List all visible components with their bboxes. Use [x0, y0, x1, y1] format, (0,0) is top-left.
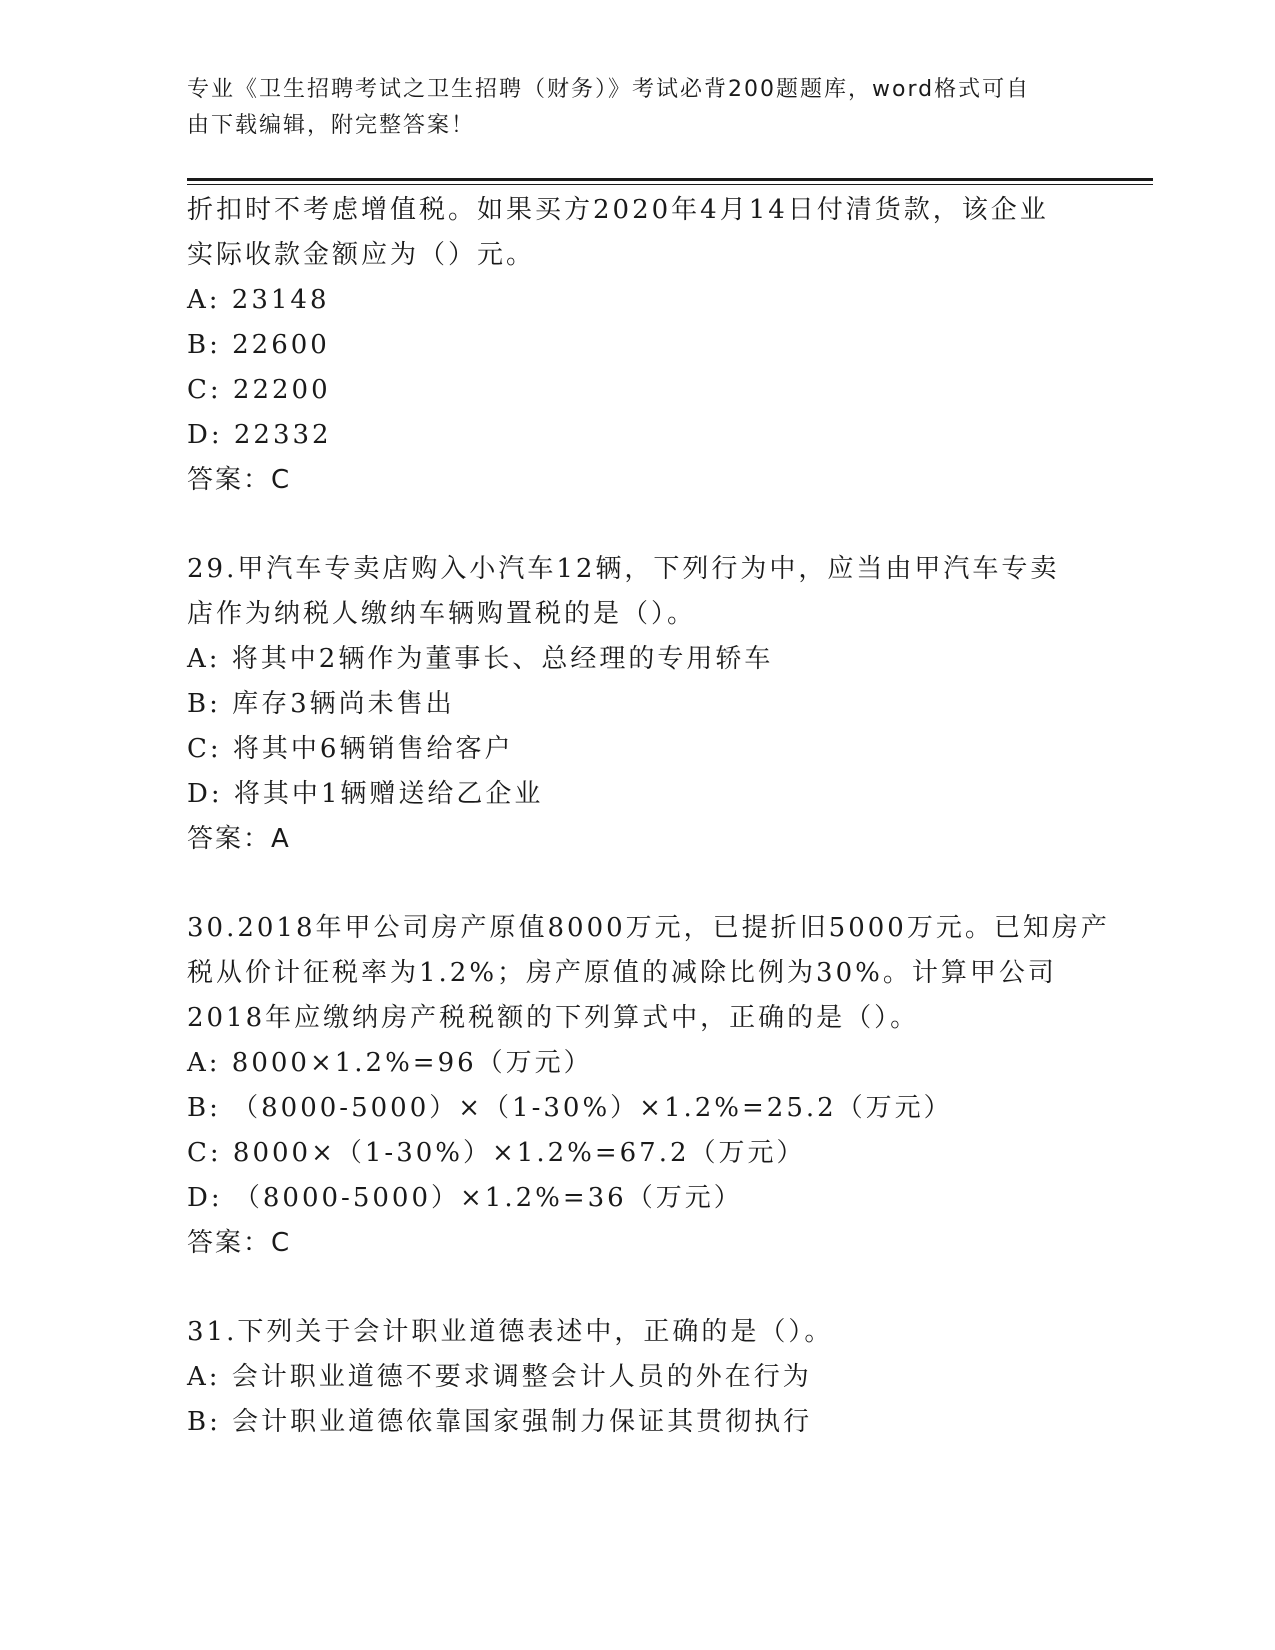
option-b: B: 22600	[187, 330, 330, 360]
question-stem: 店作为纳税人缴纳车辆购置税的是（）。	[187, 599, 697, 629]
option-a: A: 将其中2辆作为董事长、总经理的专用轿车	[187, 644, 774, 674]
question-stem: 实际收款金额应为（）元。	[187, 240, 536, 270]
question-stem: 税从价计征税率为1.2%；房产原值的减除比例为30%。计算甲公司	[187, 958, 1057, 988]
question-stem: 31.下列关于会计职业道德表述中，正确的是（）。	[187, 1317, 834, 1347]
option-d: D: （8000-5000）×1.2%=36（万元）	[187, 1183, 743, 1213]
option-d: D: 22332	[187, 420, 332, 450]
question-stem: 30.2018年甲公司房产原值8000万元，已提折旧5000万元。已知房产	[187, 913, 1110, 943]
header-line-2: 由下载编辑，附完整答案！	[187, 113, 476, 138]
answer: 答案：A	[187, 824, 291, 854]
option-d: D: 将其中1辆赠送给乙企业	[187, 779, 544, 809]
option-c: C: 将其中6辆销售给客户	[187, 734, 514, 764]
option-a: A: 23148	[187, 285, 330, 315]
header-divider-thick	[187, 178, 1153, 181]
question-stem: 折扣时不考虑增值税。如果买方2020年4月14日付清货款，该企业	[187, 195, 1049, 225]
document-header	[187, 72, 1067, 144]
option-c: C: 22200	[187, 375, 331, 405]
option-b: B: 库存3辆尚未售出	[187, 689, 455, 719]
option-b: B: （8000-5000）×（1-30%）×1.2%=25.2（万元）	[187, 1093, 953, 1123]
header-line-1: 专业《卫生招聘考试之卫生招聘（财务）》考试必背200题题库，word格式可自	[187, 77, 1031, 102]
option-b: B: 会计职业道德依靠国家强制力保证其贯彻执行	[187, 1407, 813, 1437]
option-a: A: 8000×1.2%=96（万元）	[187, 1048, 593, 1078]
answer: 答案：C	[187, 1228, 292, 1258]
answer: 答案：C	[187, 465, 292, 495]
option-c: C: 8000×（1-30%）×1.2%=67.2（万元）	[187, 1138, 806, 1168]
question-stem: 29.甲汽车专卖店购入小汽车12辆，下列行为中，应当由甲汽车专卖	[187, 554, 1060, 584]
question-stem: 2018年应缴纳房产税税额的下列算式中，正确的是（）。	[187, 1003, 920, 1033]
header-divider-thin	[187, 184, 1153, 185]
option-a: A: 会计职业道德不要求调整会计人员的外在行为	[187, 1362, 812, 1392]
